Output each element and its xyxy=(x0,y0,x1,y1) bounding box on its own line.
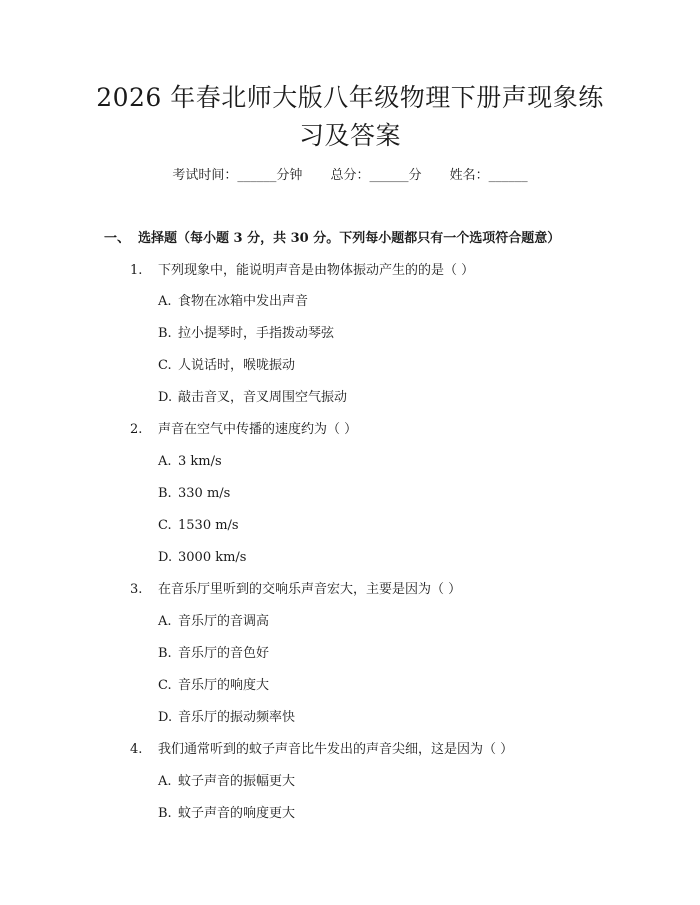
question-2-option-c xyxy=(158,516,239,536)
question-1 xyxy=(130,261,474,281)
question-3-option-b xyxy=(158,644,269,664)
option-text: 音乐厅的响度大 xyxy=(178,678,270,693)
option-text: 1530 m/s xyxy=(178,518,239,533)
question-2-option-b xyxy=(158,484,230,504)
question-1-option-b xyxy=(158,324,334,344)
option-text: 音乐厅的音调高 xyxy=(178,614,270,629)
option-letter: C. xyxy=(158,518,172,533)
question-number: 3. xyxy=(130,582,143,597)
option-letter: B. xyxy=(158,326,172,341)
question-3-option-d xyxy=(158,708,295,728)
total-score-field: 总分：______分 xyxy=(330,168,422,183)
question-4-option-b xyxy=(158,804,295,824)
question-text: 下列现象中，能说明声音是由物体振动产生的的是（ ） xyxy=(158,263,475,278)
option-letter: A. xyxy=(158,294,172,309)
question-1-option-d xyxy=(158,388,347,408)
document-title-line-1: 2026 年春北师大版八年级物理下册声现象练 xyxy=(96,83,604,112)
question-text: 声音在空气中传播的速度约为（ ） xyxy=(158,422,358,437)
question-3 xyxy=(130,580,461,600)
question-2 xyxy=(130,420,357,440)
option-letter: B. xyxy=(158,486,172,501)
question-text: 在音乐厅里听到的交响乐声音宏大，主要是因为（ ） xyxy=(158,582,462,597)
student-name-field: 姓名：______ xyxy=(449,168,528,183)
section-title: 选择题（每小题 3 分，共 30 分。下列每小题都只有一个选项符合题意） xyxy=(138,231,561,246)
question-1-option-c xyxy=(158,356,295,376)
option-letter: B. xyxy=(158,806,172,821)
option-text: 3000 km/s xyxy=(178,550,247,565)
option-letter: A. xyxy=(158,454,172,469)
section-heading xyxy=(104,229,560,249)
option-letter: C. xyxy=(158,678,172,693)
option-text: 音乐厅的音色好 xyxy=(178,646,270,661)
exam-time-field: 考试时间：______分钟 xyxy=(172,168,303,183)
question-number: 2. xyxy=(130,422,143,437)
question-3-option-a xyxy=(158,612,269,632)
option-text: 3 km/s xyxy=(178,454,222,469)
question-4 xyxy=(130,740,513,760)
question-1-option-a xyxy=(158,292,308,312)
document-title-line-2: 习及答案 xyxy=(298,121,401,150)
option-letter: D. xyxy=(158,710,173,725)
exam-info-line xyxy=(0,166,700,186)
question-number: 4. xyxy=(130,742,143,757)
option-text: 音乐厅的振动频率快 xyxy=(178,710,296,725)
question-2-option-a xyxy=(158,452,222,472)
option-text: 拉小提琴时，手指拨动琴弦 xyxy=(178,326,335,341)
question-3-option-c xyxy=(158,676,269,696)
option-letter: D. xyxy=(158,390,173,405)
option-text: 蚊子声音的振幅更大 xyxy=(178,774,296,789)
section-number: 一、 xyxy=(104,231,131,246)
question-4-option-a xyxy=(158,772,295,792)
option-letter: D. xyxy=(158,550,173,565)
question-2-option-d xyxy=(158,548,246,568)
option-text: 人说话时，喉咙振动 xyxy=(178,358,296,373)
question-number: 1. xyxy=(130,263,143,278)
option-text: 敲击音叉，音叉周围空气振动 xyxy=(178,390,348,405)
option-letter: A. xyxy=(158,614,172,629)
option-letter: A. xyxy=(158,774,172,789)
option-text: 蚊子声音的响度更大 xyxy=(178,806,296,821)
option-text: 食物在冰箱中发出声音 xyxy=(178,294,309,309)
option-text: 330 m/s xyxy=(178,486,231,501)
question-text: 我们通常听到的蚊子声音比牛发出的声音尖细，这是因为（ ） xyxy=(158,742,514,757)
option-letter: C. xyxy=(158,358,172,373)
option-letter: B. xyxy=(158,646,172,661)
